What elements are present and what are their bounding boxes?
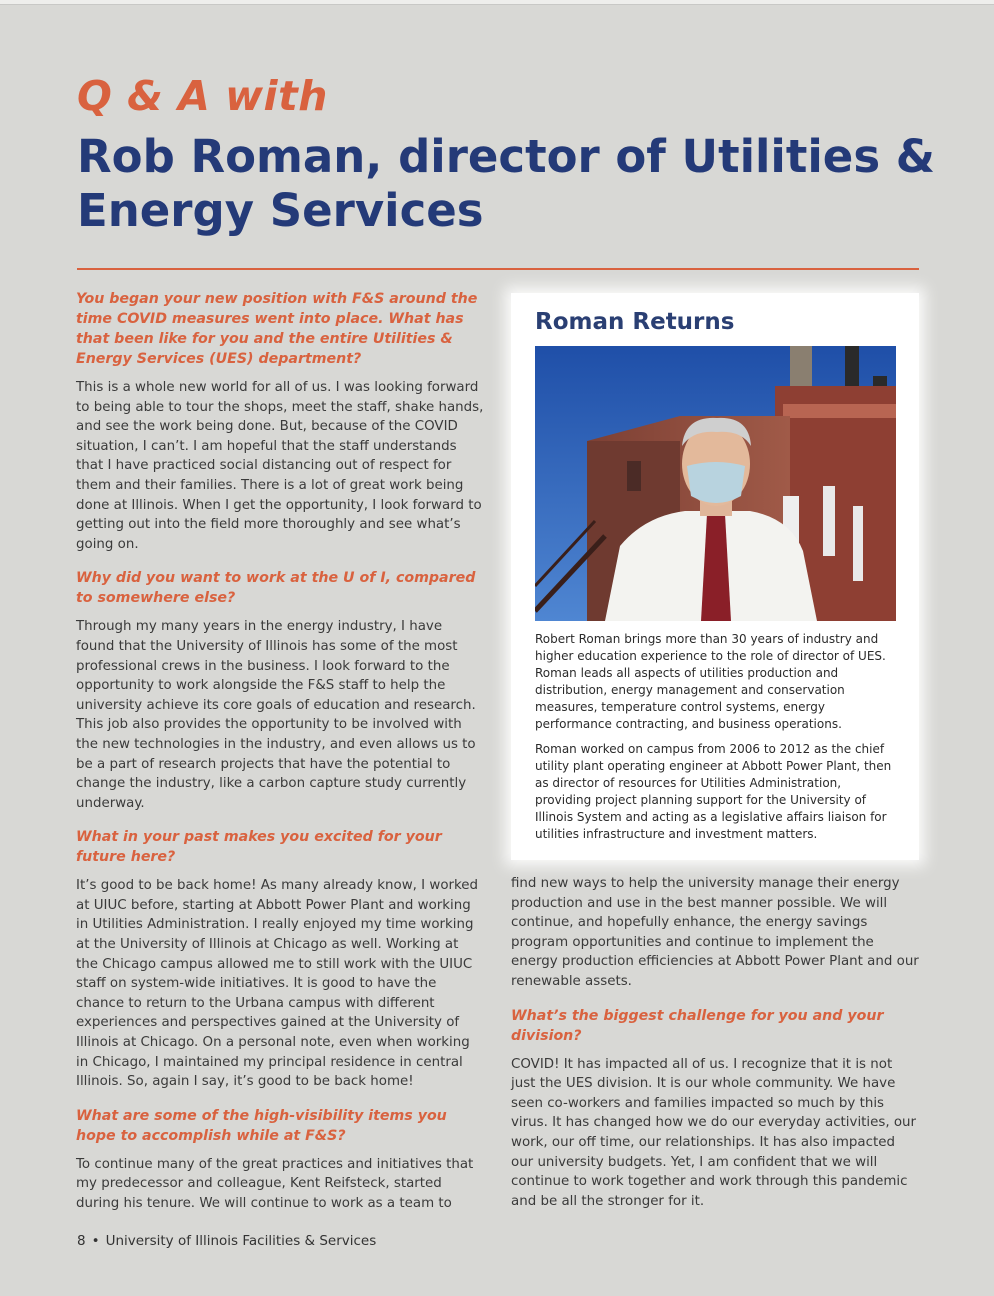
article-kicker: Q & A with bbox=[77, 72, 328, 120]
sidebar-caption-1: Robert Roman brings more than 30 years of industry and higher education experience to the role of director of UES. Roman leads all aspects of utilities production and distribution, energy management and conservation measures, temperature control systems, energy performance contracting, and business operations. bbox=[535, 632, 886, 731]
sidebar-title: Roman Returns bbox=[535, 309, 735, 335]
top-edge bbox=[0, 0, 994, 5]
left-column bbox=[76, 289, 484, 1228]
footer-bullet: • bbox=[91, 1233, 100, 1249]
portrait-photo bbox=[535, 346, 896, 621]
title-divider bbox=[77, 268, 919, 270]
question-3: What in your past makes you excited for your future here? bbox=[76, 829, 442, 866]
answer-5: COVID! It has impacted all of us. I recognize that it is not just the UES division. It is our whole community. We have seen co-workers and families impacted so much by this virus. It has changed how we do our everyday activities, our work, our off time, our relationships. It has also impacted our university budgets. Yet, I am confident that we will continue to work together and work through this pandemic and be all the stronger for it. bbox=[511, 1056, 917, 1209]
article-title: Rob Roman, director of Utilities & Energy Services bbox=[77, 130, 936, 237]
question-2: Why did you want to work at the U of I, compared to somewhere else? bbox=[76, 570, 476, 607]
sidebar-box bbox=[511, 293, 919, 860]
page-number: 8 bbox=[77, 1233, 86, 1249]
publication-name: University of Illinois Facilities & Services bbox=[105, 1233, 377, 1249]
sidebar-caption-2: Roman worked on campus from 2006 to 2012 as the chief utility plant operating engineer at Abbott Power Plant, then as director of resources for Utilities Administration, providing project planning support for the University of Illinois System and acting as a legislative affairs liaison for utilities infrastructure and investment matters. bbox=[535, 742, 892, 841]
answer-1: This is a whole new world for all of us. I was looking forward to being able to tour the shops, meet the staff, shake hands, and see the work being done. But, because of the COVID situation, I can’t. I am hopeful that the staff understands that I have practiced social distancing out of respect for them and their families. There is a lot of great work being done at Illinois. When I get the opportunity, I look forward to getting out into the field more thoroughly and see what’s going on. bbox=[76, 380, 484, 552]
page-footer bbox=[77, 1233, 376, 1249]
question-5: What’s the biggest challenge for you and your division? bbox=[511, 1007, 884, 1044]
answer-4: To continue many of the great practices and initiatives that my predecessor and colleague, Kent Reifsteck, started during his tenure. We will continue to work as a team to bbox=[76, 1156, 474, 1211]
answer-4-continued: find new ways to help the university manage their energy production and use in the best manner possible. We will continue, and hopefully enhance, the energy savings program opportunities and continue to implement the energy production efficiencies at Abbott Power Plant and our renewable assets. bbox=[511, 876, 919, 989]
power-plant-photo bbox=[535, 346, 896, 621]
answer-2: Through my many years in the energy industry, I have found that the University of Illinois has some of the most professional crews in the business. I look forward to the opportunity to work alongside the F&S staff to help the university achieve its core goals of education and research. This job also provides the opportunity to be involved with the new technologies in the industry, and even allows us to be a part of research projects that have the potential to change the industry, like a carbon capture study currently underway. bbox=[76, 619, 476, 811]
question-1: You began your new position with F&S around the time COVID measures went into place. What has that been like for you and the entire Utilities & Energy Services (UES) department? bbox=[76, 291, 478, 367]
question-4: What are some of the high-visibility items you hope to accomplish while at F&S? bbox=[76, 1107, 447, 1144]
right-column bbox=[511, 874, 919, 1225]
answer-3: It’s good to be back home! As many already know, I worked at UIUC before, starting at Abbott Power Plant and working in Utilities Administration. I really enjoyed my time working at the University of Illinois at Chicago as well. Working at the Chicago campus allowed me to still work with the UIUC staff on system-wide initiatives. It is good to have the chance to return to the Urbana campus with different experiences and perspectives gained at the University of Illinois at Chicago. On a personal note, even when working in Chicago, I maintained my principal residence in central Illinois. So, again I say, it’s good to be back home! bbox=[76, 878, 479, 1090]
